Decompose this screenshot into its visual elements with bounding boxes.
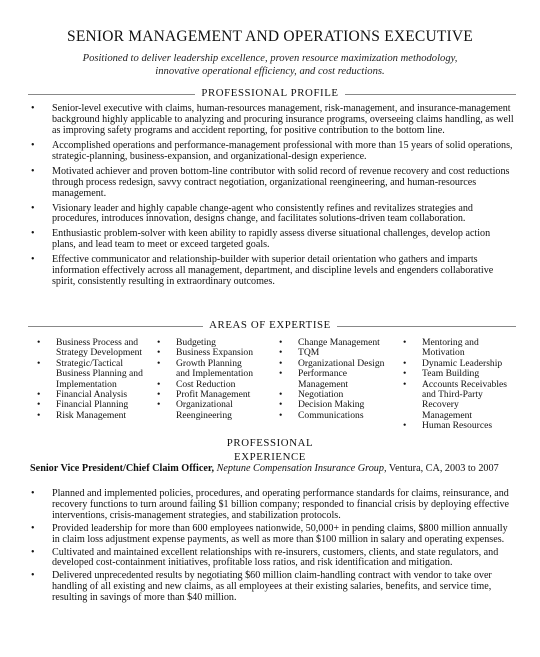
job-header	[30, 463, 516, 475]
experience-heading-line-1: PROFESSIONAL	[226, 437, 314, 449]
profile-heading	[0, 87, 540, 99]
profile-item: • Senior-level executive with claims, human-resources management, risk-management, and insurance-management background highly applicable to analyzing and procuring insurance programs, overseeing claims handling, as well as improving safety programs and accident reporting, for positive contribution to the bottom line.	[30, 104, 516, 137]
expertise-item: • TQM	[278, 348, 392, 358]
expertise-item: • Growth Planning and Implementation	[156, 359, 256, 380]
expertise-column-4	[402, 338, 510, 432]
job-title: Senior Vice President/Chief Claim Officer,	[30, 463, 215, 474]
expertise-heading-text: AREAS OF EXPERTISE	[203, 319, 337, 331]
expertise-item: • Organizational Design	[278, 359, 392, 369]
expertise-item: • Profit Management	[156, 390, 256, 400]
expertise-column-3	[278, 338, 392, 421]
expertise-heading	[0, 319, 540, 331]
profile-item: • Motivated achiever and proven bottom-line contributor with solid record of revenue recovery and cost reductions through process redesign, savvy contract negotiation, organizational reengineering, and human-resources management.	[30, 167, 516, 200]
expertise-item: • Change Management	[278, 338, 392, 348]
profile-item: • Effective communicator and relationship-builder with superior detail orientation who gathers and imparts information effectively across all management, department, and discipline levels and engenders collaborative spirit, consistently resulting in extraordinary outcomes.	[30, 255, 516, 288]
expertise-item: • Dynamic Leadership	[402, 359, 510, 369]
expertise-item: • Accounts Receivables and Third-Party Recovery Management	[402, 380, 510, 422]
profile-item: • Enthusiastic problem-solver with keen ability to rapidly assess diverse situational challenges, develop action plans, and lead team to meet or exceed targeted goals.	[30, 229, 516, 251]
expertise-item: • Organizational Reengineering	[156, 400, 256, 421]
expertise-item: • Financial Planning	[36, 400, 144, 410]
expertise-item: • Communications	[278, 411, 392, 421]
expertise-item: • Human Resources	[402, 421, 510, 431]
resume-title: SENIOR MANAGEMENT AND OPERATIONS EXECUTIVE	[67, 28, 473, 45]
expertise-item: • Team Building	[402, 369, 510, 379]
subtitle-line-2: innovative operational efficiency, and cost reductions.	[155, 65, 385, 77]
experience-item: • Delivered unprecedented results by negotiating $60 million claim-handling contract with vendor to take over handling of all existing and new claims, as all employees at their existing salaries, benefits, and service time, resulting in savings of more than $40 million.	[30, 571, 516, 604]
experience-item: • Provided leadership for more than 600 employees nationwide, 50,000+ in pending claims, $800 million annually in claim loss adjustment expense payments, as well as more than $100 million in salary and operating expenses.	[30, 524, 516, 546]
job-location-dates: Ventura, CA, 2003 to 2007	[388, 463, 499, 474]
resume-subtitle	[40, 53, 500, 78]
expertise-item: • Decision Making	[278, 400, 392, 410]
profile-list	[30, 104, 516, 292]
subtitle-line-1: Positioned to deliver leadership excellence, proven resource maximization methodology,	[82, 53, 458, 64]
expertise-item: • Risk Management	[36, 411, 144, 421]
profile-item: • Visionary leader and highly capable change-agent who consistently refines and revitalizes strategies and procedures, introduces innovation, designs change, and facilitates solutions-driven team collaboration.	[30, 204, 516, 226]
company-name: Neptune Compensation Insurance Group,	[216, 463, 387, 474]
expertise-item: • Cost Reduction	[156, 380, 256, 390]
expertise-item: • Strategic/Tactical Business Planning and Implementation	[36, 359, 144, 390]
expertise-column-1	[36, 338, 144, 421]
experience-item: • Planned and implemented policies, procedures, and operating performance standards for claims, reinsurance, and recovery functions to turn around failing $1 billion company; responded to financial crisis by deploying effective interventions, crisis-management strategies, and stabilization protocols.	[30, 489, 516, 522]
expertise-column-2	[156, 338, 256, 421]
expertise-item: • Negotiation	[278, 390, 392, 400]
profile-item: • Accomplished operations and performance-management professional with more than 15 years of solid operations, strategic-planning, business-expansion, and organizational-design experience.	[30, 141, 516, 163]
experience-heading-line-2: EXPERIENCE	[234, 451, 306, 463]
expertise-item: • Mentoring and Motivation	[402, 338, 510, 359]
expertise-item: • Budgeting	[156, 338, 256, 348]
experience-list	[30, 489, 516, 606]
expertise-item: • Business Expansion	[156, 348, 256, 358]
experience-item: • Cultivated and maintained excellent relationships with re-insurers, customers, clients, and state regulators, and developed cost-containment initiatives, profitable loss ratios, and risk identification and mitigation.	[30, 548, 516, 570]
expertise-item: • Financial Analysis	[36, 390, 144, 400]
expertise-item: • Performance Management	[278, 369, 392, 390]
expertise-item: • Business Process and Strategy Development	[36, 338, 144, 359]
profile-heading-text: PROFESSIONAL PROFILE	[195, 87, 344, 99]
experience-heading	[0, 436, 540, 464]
